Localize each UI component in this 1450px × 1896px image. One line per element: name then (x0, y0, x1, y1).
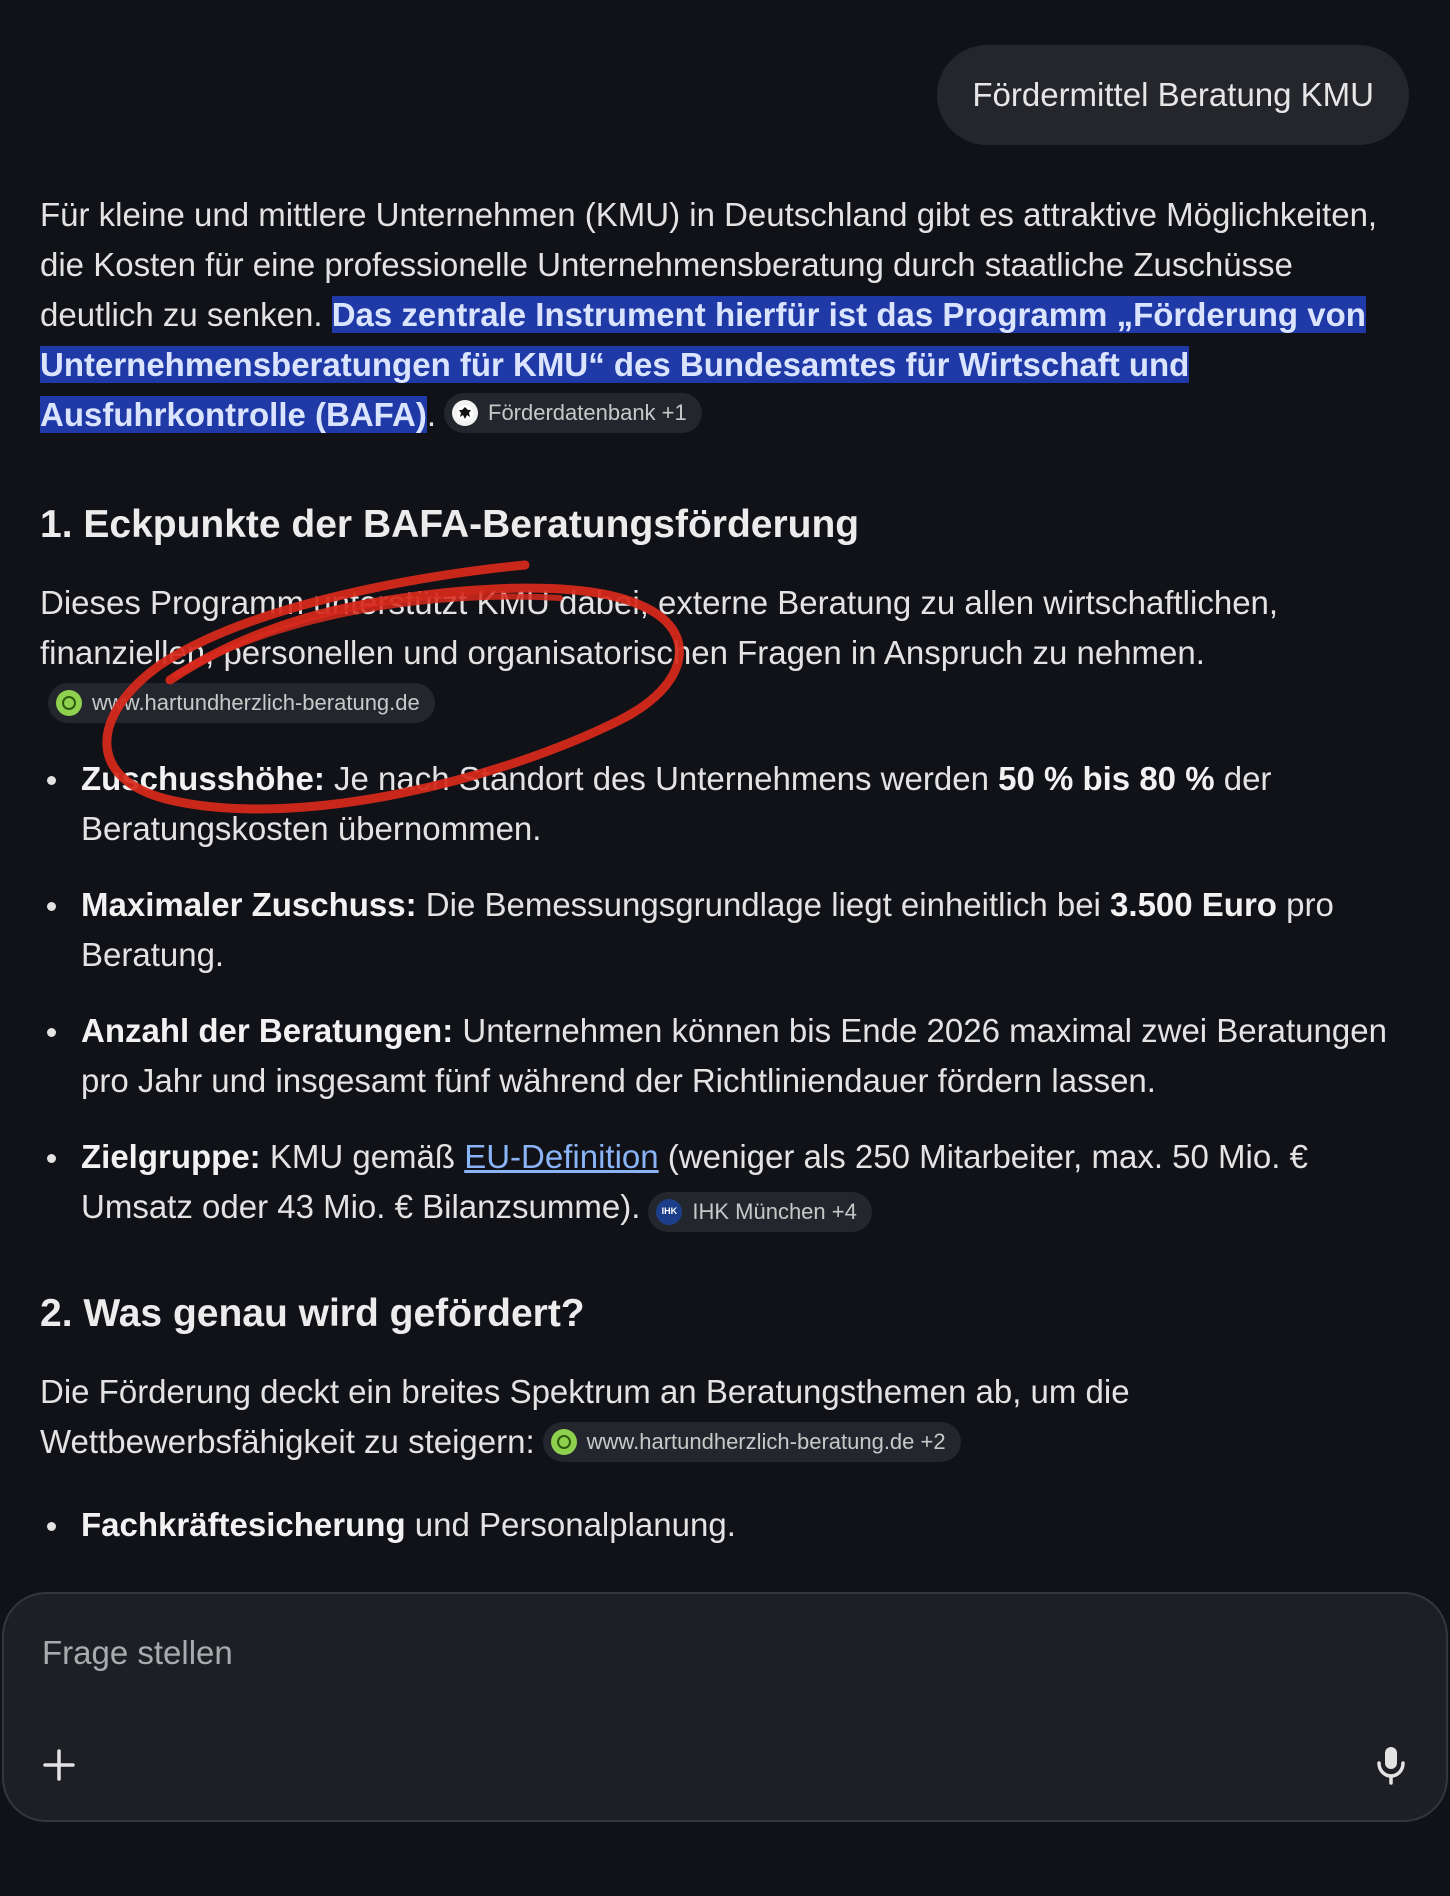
bullet-text: Die Bemessungsgrundlage liegt einheitlich bei (416, 886, 1111, 923)
source-chip-foerderdatenbank[interactable] (444, 393, 702, 433)
bullet-text: Je nach Standort des Unternehmens werden (324, 760, 999, 797)
list-item (40, 880, 1410, 980)
list-item (40, 1500, 1410, 1550)
federal-eagle-icon (452, 400, 478, 426)
bullet-label: Zielgruppe: (81, 1138, 261, 1175)
bullet-text: (weniger als 250 Mitarbeiter, max. 50 Mio. € Umsatz oder 43 Mio. € Bilanzsumme). (81, 1138, 1308, 1225)
bullet-text: Unternehmen können bis Ende 2026 maximal zwei Beratungen pro Jahr und insgesamt fünf während der Richtliniendauer fördern lassen. (81, 1012, 1387, 1099)
section2-paragraph (40, 1367, 1410, 1467)
bullet-text: KMU gemäß (260, 1138, 465, 1175)
section2-text: Die Förderung deckt ein breites Spektrum an Beratungsthemen ab, um die Wettbewerbsfähigkeit zu steigern: (40, 1373, 1130, 1460)
plus-icon (42, 1748, 76, 1782)
bullet-label: Maximaler Zuschuss: (81, 886, 417, 923)
microphone-button[interactable] (1366, 1740, 1416, 1790)
green-site-icon (551, 1429, 577, 1455)
section1-heading: 1. Eckpunkte der BAFA-Beratungsförderung (40, 503, 860, 546)
intro-highlight: Das zentrale Instrument hierfür ist das Programm „Förderung von Unternehmensberatungen für KMU“ des Bundesamtes für Wirtschaft und Ausfuhrkontrolle (BAFA) (40, 296, 1366, 433)
user-message-bubble (937, 45, 1409, 145)
bullet-label: Zuschusshöhe: (81, 760, 325, 797)
bullet-text: der Beratungskosten übernommen. (81, 760, 1272, 847)
intro-text: Für kleine und mittlere Unternehmen (KMU) in Deutschland gibt es attraktive Möglichkeiten, die Kosten für eine professionelle Unternehmensberatung durch staatliche Zuschüsse deutlich zu senken. (40, 196, 1378, 333)
section1-paragraph (40, 578, 1410, 728)
bullet-bold: 3.500 Euro (1110, 886, 1277, 923)
eu-definition-link[interactable]: EU-Definition (464, 1138, 659, 1175)
source-chip-label: www.hartundherzlich-beratung.de +2 (586, 1429, 946, 1454)
chat-input-box[interactable] (2, 1592, 1448, 1822)
list-item (40, 1132, 1410, 1232)
source-chip-hartundherzlich[interactable] (48, 683, 435, 723)
green-site-icon (56, 690, 82, 716)
add-attachment-button[interactable] (34, 1740, 84, 1790)
section2-list (40, 1500, 1410, 1550)
source-chip-label: IHK München +4 (692, 1198, 857, 1224)
bullet-label: Anzahl der Beratungen: (81, 1012, 454, 1049)
response-content (40, 190, 1410, 1550)
intro-paragraph (40, 190, 1410, 440)
microphone-icon (1374, 1745, 1408, 1785)
bullet-bold: 50 % bis 80 % (998, 760, 1215, 797)
source-chip-hartundherzlich-2[interactable] (543, 1422, 961, 1462)
ihk-logo-icon: IHK (656, 1199, 682, 1225)
list-item (40, 1006, 1410, 1106)
section2-heading: 2. Was genau wird gefördert? (40, 1292, 585, 1335)
source-chip-ihk[interactable] (648, 1192, 871, 1232)
section1-list (40, 754, 1410, 1232)
source-chip-label: Förderdatenbank +1 (488, 400, 687, 425)
section1-text: Dieses Programm unterstützt KMU dabei, externe Beratung zu allen wirtschaftlichen, finanziellen, personellen und organisatorischen Fragen in Anspruch zu nehmen. (40, 584, 1279, 671)
list-item (40, 754, 1410, 854)
bullet-text: pro Beratung. (81, 886, 1334, 973)
source-chip-label: www.hartundherzlich-beratung.de (92, 690, 420, 715)
chat-input-placeholder[interactable]: Frage stellen (42, 1634, 233, 1671)
bullet-text: und Personalplanung. (405, 1506, 736, 1543)
intro-end: . (426, 396, 436, 433)
bullet-label: Fachkräftesicherung (81, 1506, 406, 1543)
user-message-text: Fördermittel Beratung KMU (972, 76, 1374, 113)
